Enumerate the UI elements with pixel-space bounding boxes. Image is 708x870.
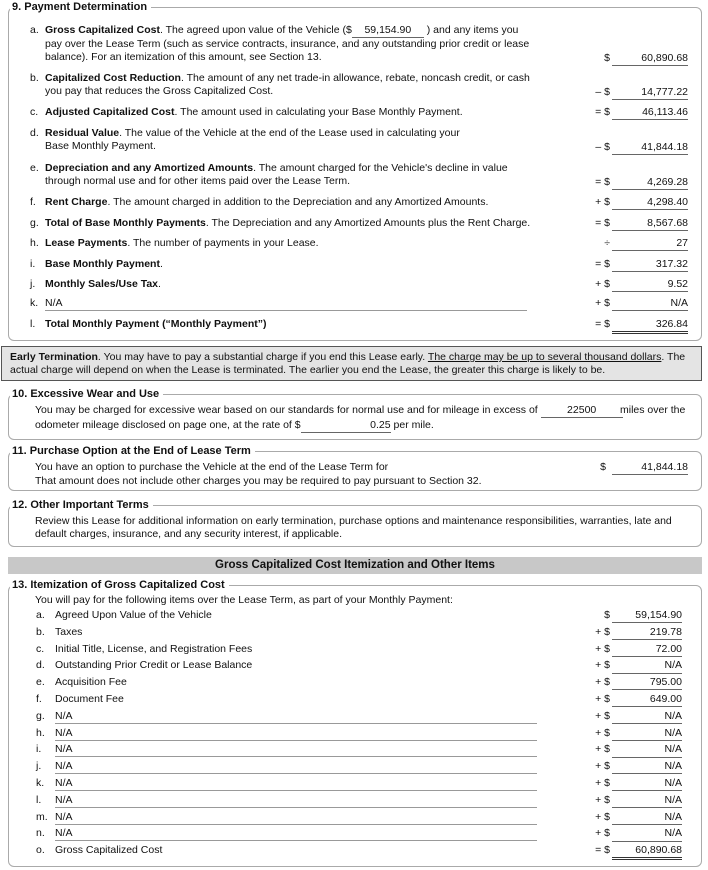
s13-letter: m.	[36, 810, 48, 823]
monthly-tax-value: 9.52	[612, 278, 688, 292]
adjusted-cap-cost-value: 46,113.46	[612, 106, 688, 120]
s13-value: N/A	[612, 659, 682, 673]
s13-value: 795.00	[612, 676, 682, 690]
section-12-text: Review this Lease for additional information on early termination, purchase options and maintenance responsibilities, warranties, late and default charges, insurance, and any security interest, if applicable.	[35, 515, 672, 541]
section-10-text: You may be charged for excessive wear based on our standards for normal use and for mileage in excess of 22500 miles over the	[35, 404, 695, 418]
s13-label: Outstanding Prior Credit or Lease Balance	[55, 659, 253, 672]
s13-letter: i.	[36, 743, 42, 756]
section-11-title: 11. Purchase Option at the End of Lease Term	[10, 445, 255, 459]
s13-letter: o.	[36, 844, 45, 857]
rent-charge-value: 4,298.40	[612, 196, 688, 210]
s13-label: N/A	[55, 777, 537, 791]
s13-value: N/A	[612, 727, 682, 741]
s13-operator: = $	[595, 844, 610, 857]
s13-value: 59,154.90	[612, 609, 682, 623]
s13-letter: b.	[36, 625, 45, 638]
section-9-title: 9. Payment Determination	[10, 1, 151, 15]
s13-operator: + $	[595, 676, 610, 689]
base-monthly-payment-value: 317.32	[612, 258, 688, 272]
s13-letter: j.	[36, 760, 42, 773]
depreciation-value: 4,269.28	[612, 176, 688, 190]
s13-operator: + $	[595, 810, 610, 823]
mileage-rate-value: 0.25	[301, 419, 391, 433]
s13-label: Initial Title, License, and Registration Fees	[55, 642, 253, 655]
s13-operator: + $	[595, 743, 610, 756]
s13-operator: + $	[595, 642, 610, 655]
s9-k-value: N/A	[612, 297, 688, 311]
s13-letter: e.	[36, 676, 45, 689]
s13-value: N/A	[612, 710, 682, 724]
s13-operator: + $	[595, 659, 610, 672]
s13-value: N/A	[612, 811, 682, 825]
s13-label: Document Fee	[55, 693, 124, 705]
lease-payments-value: 27	[612, 237, 688, 251]
s13-label: Agreed Upon Value of the Vehicle	[55, 609, 212, 621]
s13-letter: n.	[36, 827, 45, 840]
total-monthly-payment-value: 326.84	[612, 318, 688, 334]
s13-label: Acquisition Fee	[55, 676, 127, 689]
s13-label: Gross Capitalized Cost	[55, 844, 163, 857]
s13-value: 60,890.68	[612, 844, 682, 860]
s13-value: 649.00	[612, 693, 682, 707]
s13-label: N/A	[55, 727, 537, 741]
s13-letter: g.	[36, 709, 45, 722]
s13-operator: + $	[595, 777, 610, 789]
s13-value: N/A	[612, 827, 682, 841]
s13-label: N/A	[55, 794, 537, 808]
section-13-title: 13. Itemization of Gross Capitalized Cost	[10, 579, 229, 593]
vehicle-value-inline: 59,154.90	[352, 24, 424, 38]
cap-cost-reduction-value: 14,777.22	[612, 86, 688, 100]
s13-letter: c.	[36, 642, 45, 655]
section-11-text1: You have an option to purchase the Vehicle at the end of the Lease Term for	[35, 461, 389, 473]
section-13-intro: You will pay for the following items over the Lease Term, as part of your Monthly Payment:	[35, 594, 453, 606]
section-10-title: 10. Excessive Wear and Use	[10, 388, 163, 402]
excess-miles-value: 22500	[541, 404, 623, 418]
s13-operator: + $	[595, 726, 610, 739]
s13-value: N/A	[612, 760, 682, 774]
s13-value: N/A	[612, 743, 682, 757]
gross-capitalized-cost-value: 60,890.68	[612, 52, 688, 66]
s13-label: Taxes	[55, 625, 83, 638]
s13-operator: + $	[595, 793, 610, 806]
total-base-payments-value: 8,567.68	[612, 217, 688, 231]
s13-value: 72.00	[612, 643, 682, 657]
s13-value: N/A	[612, 794, 682, 808]
s13-letter: f.	[36, 693, 42, 705]
s13-value: N/A	[612, 777, 682, 791]
s13-operator: + $	[595, 709, 610, 722]
s13-label: N/A	[55, 827, 537, 841]
section-12-title: 12. Other Important Terms	[10, 499, 153, 513]
purchase-option-value: 41,844.18	[612, 461, 688, 475]
s13-operator: + $	[595, 760, 610, 773]
early-termination-notice: Early Termination. You may have to pay a substantial charge if you end this Lease early. The charge may be up to several thousand dollars. The actual charge will depend on when the Lease is terminated. The earlier you end the Lease, the greater this charge is likely to be.	[1, 346, 702, 381]
s13-value: 219.78	[612, 626, 682, 640]
s13-operator: + $	[595, 827, 610, 840]
s13-label: N/A	[55, 811, 537, 825]
itemization-header: Gross Capitalized Cost Itemization and Other Items	[8, 557, 702, 574]
s13-operator: + $	[595, 693, 610, 705]
s13-label: N/A	[55, 743, 537, 757]
s13-label: N/A	[55, 710, 537, 724]
s13-operator: + $	[595, 625, 610, 638]
s13-letter: l.	[36, 793, 42, 806]
section-11-text2: That amount does not include other charges you may be required to pay pursuant to Section 32.	[35, 475, 482, 487]
s13-operator: $	[604, 609, 610, 621]
s13-letter: d.	[36, 659, 45, 672]
residual-value: 41,844.18	[612, 141, 688, 155]
s13-letter: h.	[36, 726, 45, 739]
s13-letter: a.	[36, 609, 45, 621]
s13-letter: k.	[36, 777, 45, 789]
s13-label: N/A	[55, 760, 537, 774]
